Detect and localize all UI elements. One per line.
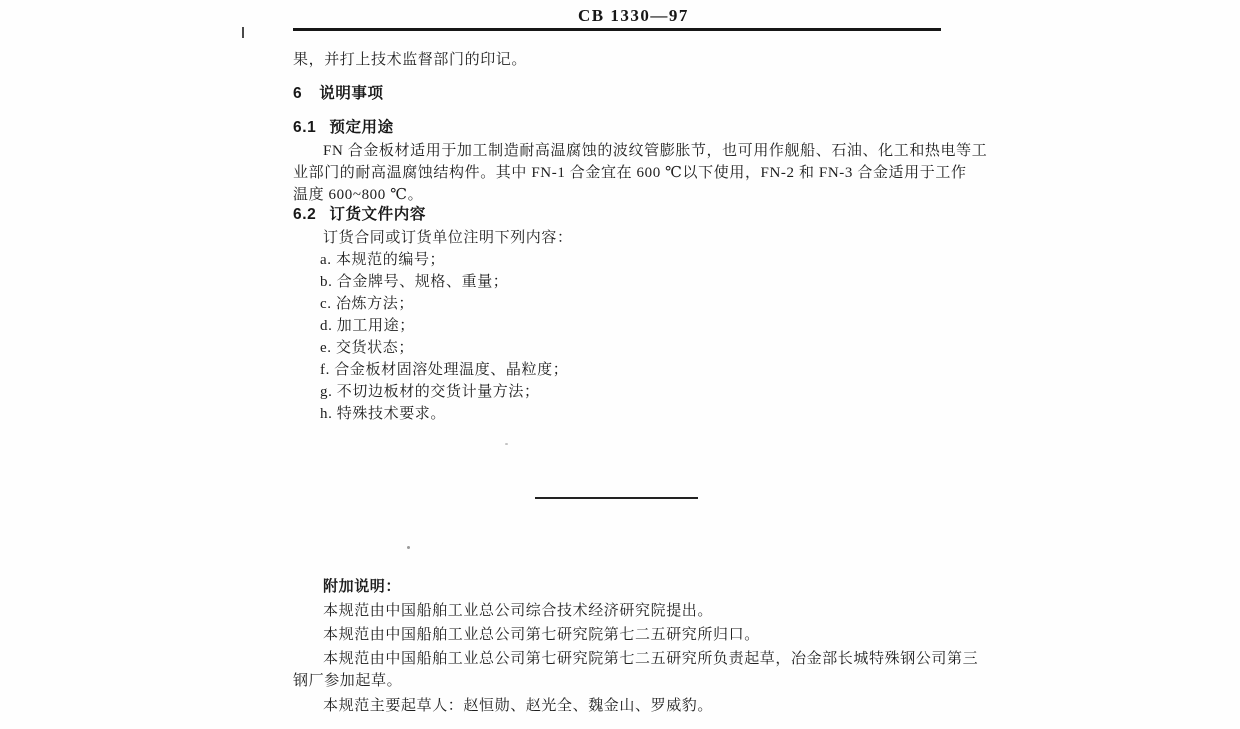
section-6-heading <box>293 84 384 104</box>
section-6-2-heading <box>293 205 426 225</box>
scan-speck <box>407 546 410 549</box>
section-6-title: 说明事项 <box>319 85 384 102</box>
additional-notes-heading: 附加说明： <box>323 579 402 595</box>
section-6-1-title: 预定用途 <box>329 119 394 136</box>
footer-line-drafted-by-continued: 钢厂参加起草。 <box>293 673 403 689</box>
list-item-a: a. 本规范的编号； <box>320 252 446 268</box>
section-6-2-number: 6.2 <box>293 206 317 223</box>
section-6-number: 6 <box>293 85 303 102</box>
section-6-1-paragraph-line-3: 温度 600~800 ℃。 <box>293 187 424 203</box>
list-item-h: h. 特殊技术要求。 <box>320 406 447 422</box>
standard-number: CB 1330—97 <box>578 6 689 25</box>
scan-speck <box>505 443 508 445</box>
section-6-2-title: 订货文件内容 <box>329 206 426 223</box>
section-separator-rule <box>535 497 698 499</box>
footer-line-proposed-by: 本规范由中国船舶工业总公司综合技术经济研究院提出。 <box>323 603 714 619</box>
list-item-c: c. 冶炼方法； <box>320 296 414 312</box>
section-6-1-paragraph-line-2: 业部门的耐高温腐蚀结构件。其中 FN-1 合金宜在 600 ℃以下使用，FN-2 和 FN-3 合金适用于工作 <box>293 165 967 181</box>
section-6-1-paragraph-line-1: FN 合金板材适用于加工制造耐高温腐蚀的波纹管膨胀节，也可用作舰船、石油、化工和热电等工 <box>323 143 988 159</box>
list-item-b: b. 合金牌号、规格、重量； <box>320 274 509 290</box>
section-6-1-number: 6.1 <box>293 119 317 136</box>
header-rule <box>293 28 941 31</box>
list-item-f: f. 合金板材固溶处理温度、晶粒度； <box>320 362 569 378</box>
footer-line-main-drafters: 本规范主要起草人：赵恒勋、赵光全、魏金山、罗威豹。 <box>323 698 714 714</box>
scan-artifact-tick <box>242 27 244 38</box>
list-item-d: d. 加工用途； <box>320 318 415 334</box>
section-6-2-lead-line: 订货合同或订货单位注明下列内容： <box>323 230 573 246</box>
list-item-e: e. 交货状态； <box>320 340 414 356</box>
section-6-1-heading <box>293 118 394 138</box>
footer-line-drafted-by: 本规范由中国船舶工业总公司第七研究院第七二五研究所负责起草，冶金部长城特殊钢公司第三 <box>323 651 979 667</box>
body-continuation-line: 果，并打上技术监督部门的印记。 <box>293 52 528 68</box>
list-item-g: g. 不切边板材的交货计量方法； <box>320 384 540 400</box>
footer-line-centralized-by: 本规范由中国船舶工业总公司第七研究院第七二五研究所归口。 <box>323 627 760 643</box>
